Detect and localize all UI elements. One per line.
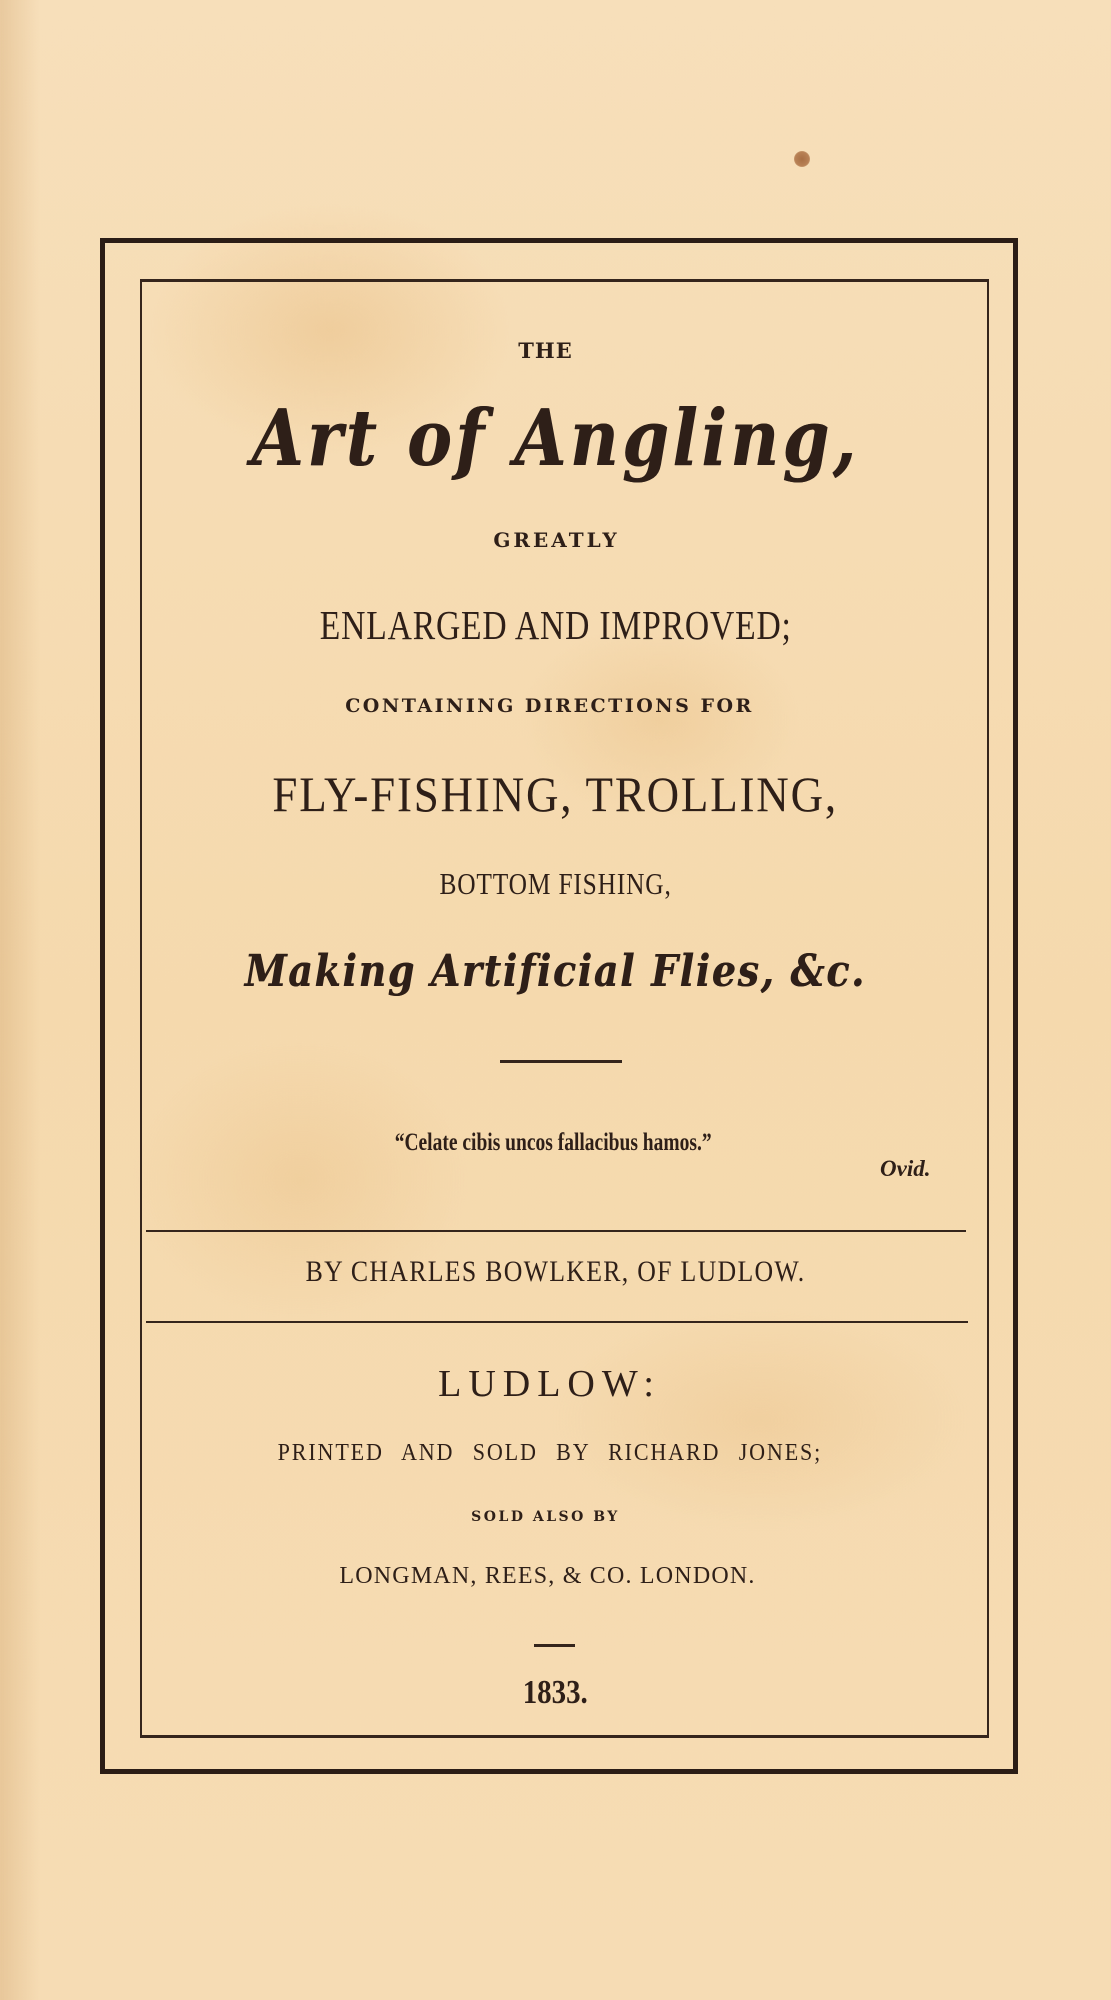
subjects-line-3-wrap: [0, 946, 1111, 997]
imprint-printer-wrap: [0, 1440, 1105, 1467]
book-title-wrap: [0, 393, 1111, 484]
subjects-line-1: FLY-FISHING, TROLLING,: [272, 766, 839, 822]
pre-title: THE: [518, 338, 573, 363]
epigraph-wrap: [0, 1129, 1109, 1157]
subjects-line-2: BOTTOM FISHING,: [439, 866, 672, 901]
divider-rule-bottom: [146, 1321, 968, 1323]
subtitle-enlarged-wrap: [0, 601, 1111, 649]
subtitle-greatly: GREATLY: [493, 528, 620, 552]
short-dash-rule: [534, 1644, 575, 1647]
epigraph-attribution: Ovid.: [880, 1156, 931, 1181]
subjects-line-2-wrap: [0, 866, 1111, 902]
author-wrap: [0, 1255, 1111, 1289]
imprint-publisher: LONGMAN, REES, & CO. LONDON.: [339, 1563, 756, 1589]
imprint-place-wrap: [0, 1362, 1105, 1406]
imprint-publisher-wrap: [0, 1563, 1103, 1590]
foxing-spot: [794, 151, 810, 167]
subjects-line-3: Making Artificial Flies, &c.: [244, 946, 867, 997]
imprint-place: LUDLOW:: [438, 1363, 661, 1405]
subtitle-enlarged: ENLARGED AND IMPROVED;: [319, 602, 792, 648]
imprint-printer: PRINTED AND SOLD BY RICHARD JONES;: [277, 1440, 822, 1466]
imprint-also-sold: SOLD ALSO BY: [471, 1509, 620, 1525]
subjects-line-1-wrap: [0, 765, 1111, 823]
divider-rule-top: [146, 1230, 966, 1232]
book-title: Art of Angling,: [251, 393, 860, 484]
imprint-year-wrap: [0, 1674, 1111, 1712]
subtitle-containing: CONTAINING DIRECTIONS FOR: [345, 695, 754, 717]
author-line: BY CHARLES BOWLKER, OF LUDLOW.: [305, 1255, 806, 1288]
epigraph-quote: “Celate cibis uncos fallacibus hamos.”: [395, 1129, 712, 1156]
ornamental-rule: [500, 1060, 622, 1063]
imprint-year: 1833.: [522, 1674, 589, 1711]
